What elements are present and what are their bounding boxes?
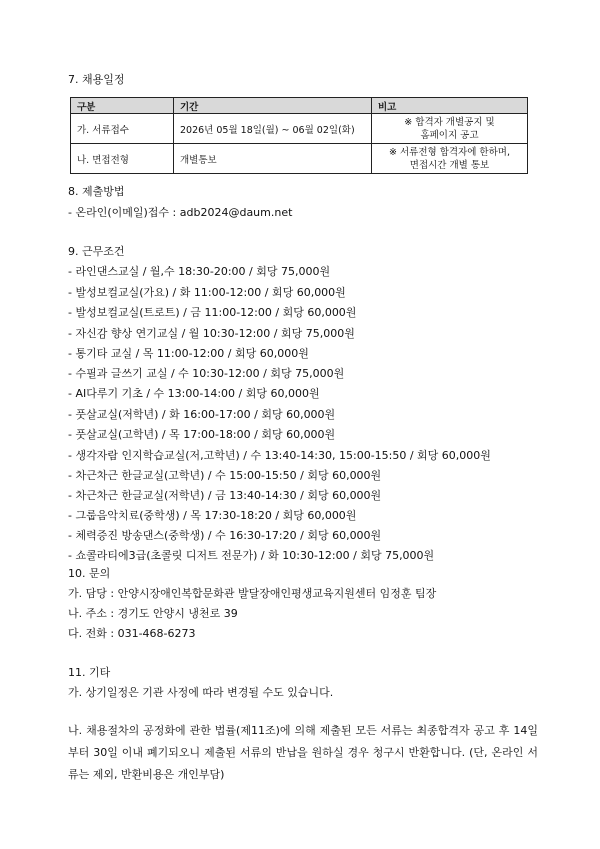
- table-row: [71, 144, 528, 174]
- work-condition-item: - 쇼콜라티에3급(초콜릿 디저트 전문가) / 화 10:30-12:00 / 회당 75,000원: [68, 549, 435, 562]
- work-condition-item: - 통기타 교실 / 목 11:00-12:00 / 회당 60,000원: [68, 347, 309, 360]
- table-header-category: 구분: [71, 98, 174, 114]
- work-condition-item: - 발성보컬교실(트로트) / 금 11:00-12:00 / 회당 60,000원: [68, 306, 357, 319]
- contact-address-line: 나. 주소 : 경기도 안양시 냉천로 39: [68, 607, 238, 620]
- notice-item-b: 나. 채용절차의 공정화에 관한 법률(제11조)에 의해 제출된 모든 서류는 최종합격자 공고 후 14일부터 30일 이내 폐기되오니 제출된 서류의 반납을 원하실 경우 청구시 반환합니다. (단, 온라인 서류는 제외, 반환비용은 개인부담): [68, 724, 538, 781]
- section11-heading: 11. 기타: [68, 666, 111, 679]
- work-condition-item: - 생각자람 인지학습교실(저,고학년) / 수 13:40-14:30, 15:00-15:50 / 회당 60,000원: [68, 449, 491, 462]
- work-condition-item: - 풋살교실(저학년) / 화 16:00-17:00 / 회당 60,000원: [68, 408, 336, 421]
- table-row: [71, 114, 528, 144]
- row-category: 나. 면접전형: [71, 144, 174, 174]
- schedule-table: [70, 97, 528, 174]
- work-condition-item: - AI다루기 기초 / 수 13:00-14:00 / 회당 60,000원: [68, 387, 320, 400]
- row-note: [372, 114, 528, 144]
- row-note-line: ※ 합격자 개별공지 및: [404, 116, 495, 128]
- submission-email-line: - 온라인(이메일)접수 : adb2024@daum.net: [68, 206, 293, 219]
- work-condition-item: - 그룹음악치료(중학생) / 목 17:30-18:20 / 회당 60,000원: [68, 509, 357, 522]
- contact-phone-line: 다. 전화 : 031-468-6273: [68, 627, 196, 640]
- work-condition-item: - 발성보컬교실(가요) / 화 11:00-12:00 / 회당 60,000원: [68, 286, 346, 299]
- table-header-note: 비고: [372, 98, 528, 114]
- section7-heading: 7. 채용일정: [68, 73, 125, 86]
- work-condition-item: - 차근차근 한글교실(저학년) / 금 13:40-14:30 / 회당 60,000원: [68, 489, 382, 502]
- section8-heading: 8. 제출방법: [68, 185, 125, 198]
- row-period: 개별통보: [174, 144, 372, 174]
- work-condition-item: - 라인댄스교실 / 월,수 18:30-20:00 / 회당 75,000원: [68, 265, 331, 278]
- work-condition-item: - 차근차근 한글교실(고학년) / 수 15:00-15:50 / 회당 60,000원: [68, 469, 382, 482]
- row-note-line: 면접시간 개별 통보: [409, 159, 490, 171]
- contact-manager-line: 가. 담당 : 안양시장애인복합문화관 발달장애인평생교육지원센터 임정훈 팀장: [68, 587, 437, 600]
- row-note-line: 홈페이지 공고: [420, 129, 479, 141]
- row-note: [372, 144, 528, 174]
- notice-item-a: 가. 상기일정은 기관 사정에 따라 변경될 수도 있습니다.: [68, 686, 334, 699]
- row-category: 가. 서류접수: [71, 114, 174, 144]
- table-header-period: 기간: [174, 98, 372, 114]
- section9-heading: 9. 근무조건: [68, 245, 125, 258]
- section10-heading: 10. 문의: [68, 567, 111, 580]
- row-note-line: ※ 서류전형 합격자에 한하며,: [389, 146, 510, 158]
- work-condition-item: - 자신감 향상 연기교실 / 월 10:30-12:00 / 회당 75,000원: [68, 327, 355, 340]
- work-condition-item: - 수필과 글쓰기 교실 / 수 10:30-12:00 / 회당 75,000원: [68, 367, 345, 380]
- table-header-row: [71, 98, 528, 114]
- row-period: 2026년 05월 18일(월) ~ 06월 02일(화): [174, 114, 372, 144]
- work-condition-item: - 체력증진 방송댄스(중학생) / 수 16:30-17:20 / 회당 60,000원: [68, 529, 382, 542]
- work-condition-item: - 풋살교실(고학년) / 목 17:00-18:00 / 회당 60,000원: [68, 428, 336, 441]
